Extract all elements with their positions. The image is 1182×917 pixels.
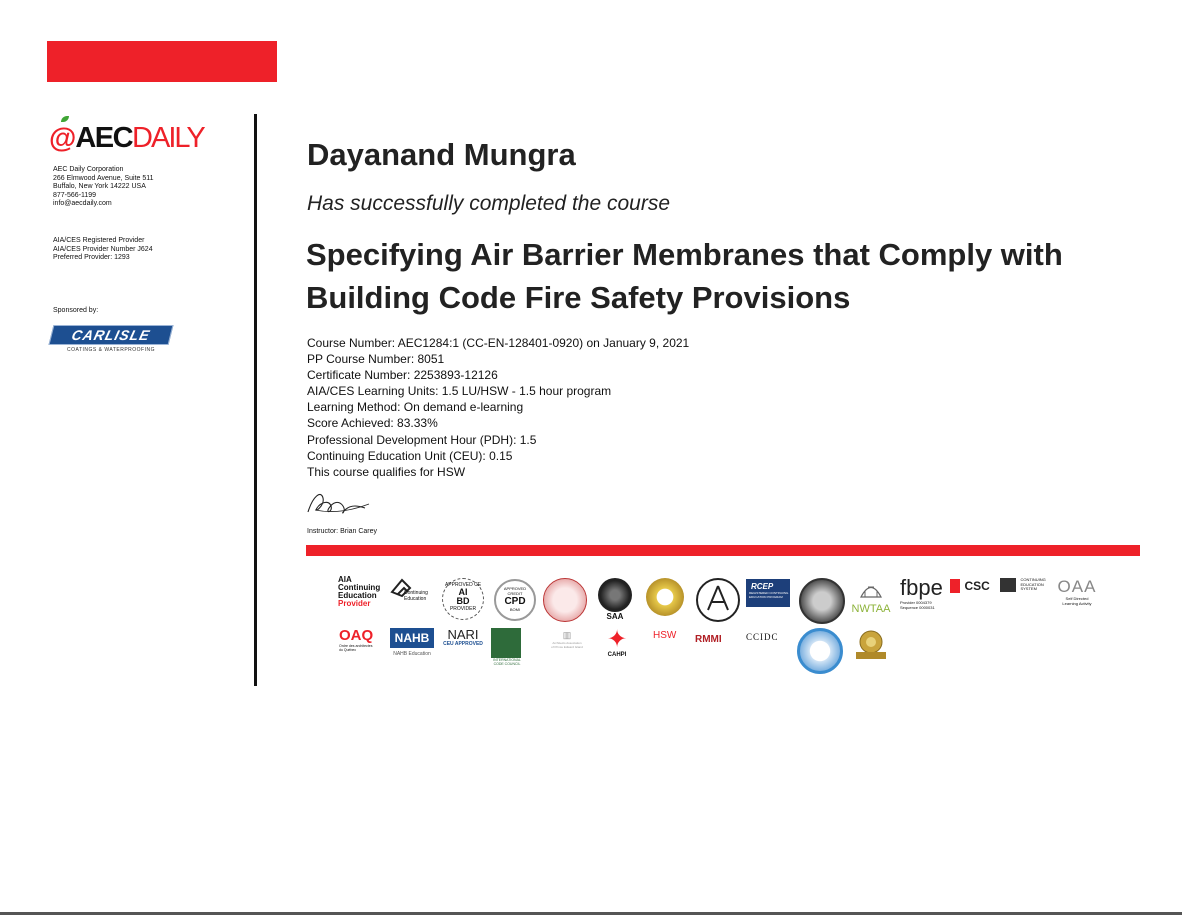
ces-provider-info xyxy=(53,237,243,263)
nwtaa-label: NWTAA xyxy=(851,603,891,615)
detail-line: Course Number: AEC1284:1 (CC-EN-128401-0920) on January 9, 2021 xyxy=(307,336,690,350)
provider-address xyxy=(53,166,243,209)
nwtaa-badge xyxy=(848,578,894,615)
address-line: AEC Daily Corporation xyxy=(53,166,124,173)
continuing-education-system-badge xyxy=(1000,578,1048,596)
completion-statement: Has successfully completed the course xyxy=(307,192,670,215)
sponsored-label: Sponsored by: xyxy=(53,307,99,314)
detail-line: Learning Method: On demand e-learning xyxy=(307,400,524,415)
maple-leaf-icon: ✦ xyxy=(606,626,628,653)
cahpi-badge xyxy=(596,628,638,658)
gold-trophy-icon xyxy=(850,628,892,664)
instructor-signature xyxy=(303,486,373,522)
nari-sub: CEU APPROVED xyxy=(443,641,483,647)
rcep-sub: REGISTERED CONTINUING EDUCATION PROGRAM xyxy=(749,591,789,599)
ce-line: Education xyxy=(404,596,427,602)
csc-label: CSC xyxy=(964,578,990,593)
address-line: 266 Elmwood Avenue, Suite 511 xyxy=(53,174,154,182)
aibd-badge xyxy=(442,578,484,620)
bomi-cpd-badge xyxy=(494,579,536,621)
oaq-sub: du Québec xyxy=(339,648,357,652)
fbpe-sub: Provider 0004379 xyxy=(900,600,932,605)
detail-line: Certificate Number: 2253893-12126 xyxy=(307,368,498,383)
aibd-bd: BD xyxy=(456,596,470,606)
icc-mark-icon xyxy=(491,628,521,658)
oaa-sub: Self Directed xyxy=(1065,596,1089,601)
rcep-badge xyxy=(746,579,790,607)
fbpe-badge xyxy=(900,576,950,610)
aibd-ai: AI xyxy=(458,587,468,597)
nahb-badge xyxy=(390,628,434,657)
ccidc-badge: CCIDC xyxy=(746,632,779,642)
igloo-icon xyxy=(859,578,883,598)
ces-sys-line: EDUCATION xyxy=(1020,581,1044,587)
course-details xyxy=(307,335,689,480)
aia-line: Continuing xyxy=(338,583,381,592)
gold-seal-icon xyxy=(646,578,684,616)
detail-line: PP Course Number: 8051 xyxy=(307,352,445,367)
detail-line: Professional Development Hour (PDH): 1.5 xyxy=(307,432,537,447)
fbpe-sub: Sequence 0000031 xyxy=(900,605,935,610)
address-line: info@aecdaily.com xyxy=(53,200,112,207)
cahpi-label: CAHPI xyxy=(607,652,627,658)
compass-icon xyxy=(698,580,738,620)
ce-line: Continuing xyxy=(404,590,428,596)
detail-line: This course qualifies for HSW xyxy=(307,464,466,479)
nahb-sub: NAHB Education xyxy=(393,651,431,657)
ces-sys-line: SYSTEM xyxy=(1020,586,1037,591)
oaq-badge xyxy=(339,628,383,652)
course-title: Specifying Air Barrier Membranes that Comply with Building Code Fire Safety Provisions xyxy=(306,237,1063,315)
icc-sub: INTERNATIONAL xyxy=(493,658,521,662)
saa-seal-icon xyxy=(598,578,632,612)
fbpe-label: fbpe xyxy=(900,575,943,600)
aia-line: Provider xyxy=(338,599,371,608)
cpd-bottom: BOMI xyxy=(509,607,521,612)
logo-at: @ xyxy=(49,122,76,153)
logo-daily: DAILY xyxy=(132,122,204,154)
detail-line: Continuing Education Unit (CEU): 0.15 xyxy=(307,448,513,463)
address-line: 877-566-1199 xyxy=(53,191,97,199)
nari-label: NARI xyxy=(447,627,479,642)
csc-mark-icon xyxy=(950,579,960,593)
logo-aec: AEC xyxy=(75,122,133,154)
saa-label: SAA xyxy=(606,612,624,621)
rmmi-badge: RMMI xyxy=(695,634,722,645)
bottom-border xyxy=(0,912,1182,915)
carlisle-tagline: COATINGS & WATERPROOFING xyxy=(66,347,156,353)
cpd-top: APPROVED CREDIT xyxy=(503,586,527,596)
aapei-badge xyxy=(544,630,590,649)
oaa-sub: Learning Activity xyxy=(1062,601,1092,606)
ces-system-mark-icon xyxy=(1000,578,1016,592)
oaq-sub: Ordre des architectes xyxy=(339,644,373,648)
oaa-badge xyxy=(1054,578,1100,606)
rcep-label: RCEP xyxy=(751,582,774,591)
nari-badge xyxy=(441,628,485,647)
cpd-label: CPD xyxy=(504,596,526,607)
instructor-label: Instructor: Brian Carey xyxy=(307,528,378,535)
architects-association-seal-icon xyxy=(543,578,587,622)
blue-seal-icon xyxy=(797,628,843,674)
aecdaily-logo xyxy=(49,122,204,155)
oaa-label: OAA xyxy=(1057,577,1097,596)
recipient-name: Dayanand Mungra xyxy=(307,137,576,172)
address-line: Buffalo, New York 14222 USA xyxy=(53,183,146,190)
nahb-label: NAHB xyxy=(390,628,434,648)
saa-badge xyxy=(596,578,634,621)
icc-badge xyxy=(491,628,523,666)
aia-line: Education xyxy=(338,591,377,600)
engineering-seal-icon xyxy=(696,578,740,622)
hsw-badge: HSW xyxy=(653,630,677,641)
aibd-top: APPROVED CE xyxy=(444,582,482,588)
column-divider xyxy=(254,114,257,686)
carlisle-logo xyxy=(51,325,171,353)
aapei-sub: Architects Association xyxy=(552,641,582,645)
aapei-sub: of Prince Edward Island xyxy=(551,645,583,649)
aia-line: AIA xyxy=(338,575,352,584)
trophy-icon xyxy=(850,628,892,664)
icc-sub: CODE COUNCIL xyxy=(493,662,521,666)
header-red-tab xyxy=(47,41,277,82)
aia-ces-badge xyxy=(338,576,388,608)
detail-line: AIA/CES Learning Units: 1.5 LU/HSW - 1.5 hour program xyxy=(307,384,612,399)
ce-provider-badge xyxy=(390,578,436,608)
ces-line: Preferred Provider: 1293 xyxy=(53,254,130,261)
detail-line: Score Achieved: 83.33% xyxy=(307,416,438,431)
ces-line: AIA/CES Registered Provider xyxy=(53,237,145,244)
oaq-label: OAQ xyxy=(339,627,374,644)
aibd-bottom: PROVIDER xyxy=(449,606,477,612)
divider-red-bar xyxy=(306,545,1140,556)
state-seal-icon xyxy=(799,578,845,624)
aapei-mark-icon: ▥ xyxy=(562,630,572,640)
csc-badge xyxy=(950,577,996,595)
ces-line: AIA/CES Provider Number J624 xyxy=(53,245,153,253)
ces-sys-line: CONTINUING xyxy=(1020,577,1046,582)
carlisle-wordmark: CARLISLE xyxy=(49,325,174,345)
